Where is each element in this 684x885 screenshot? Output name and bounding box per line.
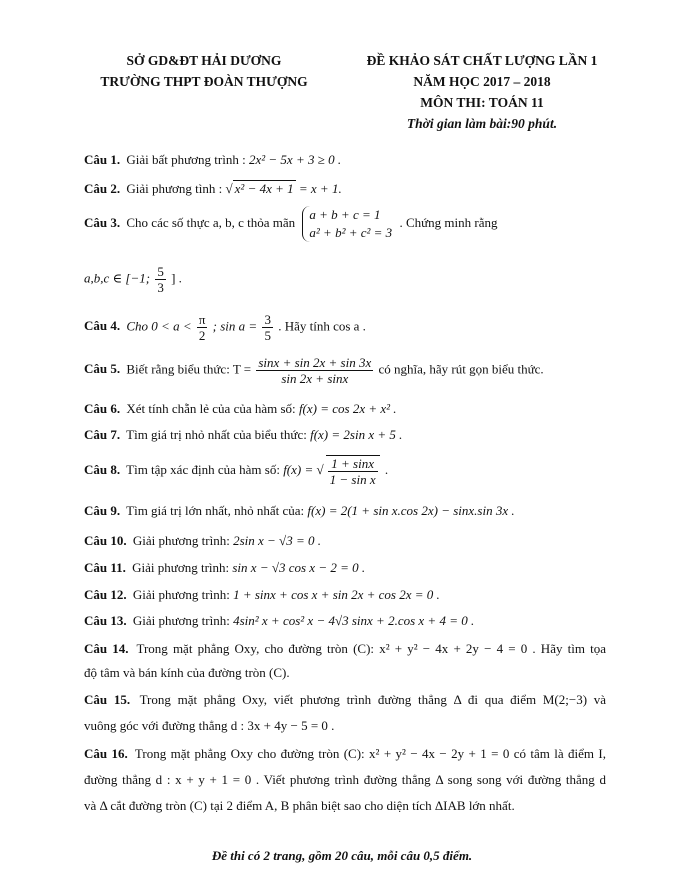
time-limit: Thời gian làm bài:90 phút. [406,116,558,131]
question-12: Câu 12. Giải phương trình: 1 + sinx + cos x + sin 2x + cos 2x = 0 . [84,587,440,602]
question-6: Câu 6. Xét tính chẵn lẻ của của hàm số: f(x) = cos 2x + x² . [84,401,397,416]
question-5: Câu 5. Biết rằng biểu thức: T = $\frac{\sin x + \sin 2x + \sin 3x}{\sin 2x + \sin x}$ có nghĩa, hãy rút gọn biểu thức. [84,355,544,386]
question-13: Câu 13. Giải phương trình: 4sin² x + cos² x − 4√3 sinx + 2.cos x + 4 = 0 . [84,613,475,628]
question-1: Câu 1. Giải bất phương trình : 2x² − 5x + 3 ≥ 0 . [84,152,342,167]
question-3-line2: a,b,c ∈ [−1; $\frac{5}{3}$ ] . [84,264,182,295]
question-3: Câu 3. Cho các số thực a, b, c thỏa mãn a + b + c = 1 a² + b² + c² = 3 . Chứng minh rằng [84,207,498,240]
question-11: Câu 11. Giải phương trình: sin x − √3 cos x − 2 = 0 . [84,560,366,575]
school-header [84,50,324,92]
question-7: Câu 7. Tìm giá trị nhỏ nhất của biểu thức: f(x) = 2sin x + 5 . [84,427,403,442]
school-name: TRƯỜNG THPT ĐOÀN THƯỢNG [100,74,308,89]
department-name: SỞ GD&ĐT HẢI DƯƠNG [126,53,282,68]
question-8: Câu 8. Tìm tập xác định của hàm số: f(x) = √ $\frac{1 + \sin x}{\text{1 − sin x}}$ . [84,456,389,487]
exam-title: ĐỀ KHẢO SÁT CHẤT LƯỢNG LẦN 1 [366,53,598,68]
question-4: Câu 4. Cho 0 < a < $\frac{\pi}{2}$ ; sin a = $\frac{3}{5}$ . Hãy tính cos a . [84,312,366,343]
exam-footer-note: Đề thi có 2 trang, gồm 20 câu, mỗi câu 0,5 điểm. [211,848,473,863]
question-15: Câu 15. Trong mặt phẳng Oxy, viết phương trình đường thẳng Δ đi qua điểm M(2;−3) và vuông góc với đường thẳng d : 3x + 4y − 5 = 0 . [84,692,607,733]
question-16: Câu 16. Trong mặt phẳng Oxy cho đường tròn (C): x² + y² − 4x − 2y + 1 = 0 có tâm là điểm I, đường thẳng d : x + y + 1 = 0 . Viết phương trình đường thẳng Δ song song với đường thẳng d và Δ cắt đường tròn (C) tại 2 điểm A, B phân biệt sao cho diện tích ΔIAB lớn nhất. [84,746,606,813]
school-year: NĂM HỌC 2017 – 2018 [413,74,551,89]
question-14: Câu 14. Trong mặt phẳng Oxy, cho đường tròn (C): x² + y² − 4x + 2y − 4 = 0 . Hãy tìm tọa độ tâm và bán kính của đường tròn (C). [84,641,606,680]
subject: MÔN THI: TOÁN 11 [420,95,544,110]
question-2: Câu 2. Giải phương tình : √ x² − 4x + 1 = x + 1. [84,181,342,196]
question-10: Câu 10. Giải phương trình: 2sin x − √3 = 0 . [84,533,321,548]
exam-header [352,50,612,134]
equation-system: a + b + c = 1 a² + b² + c² = 3 [302,206,392,242]
question-9: Câu 9. Tìm giá trị lớn nhất, nhỏ nhất của: f(x) = 2(1 + sin x.cos 2x) − sinx.sin 3x . [84,503,515,518]
